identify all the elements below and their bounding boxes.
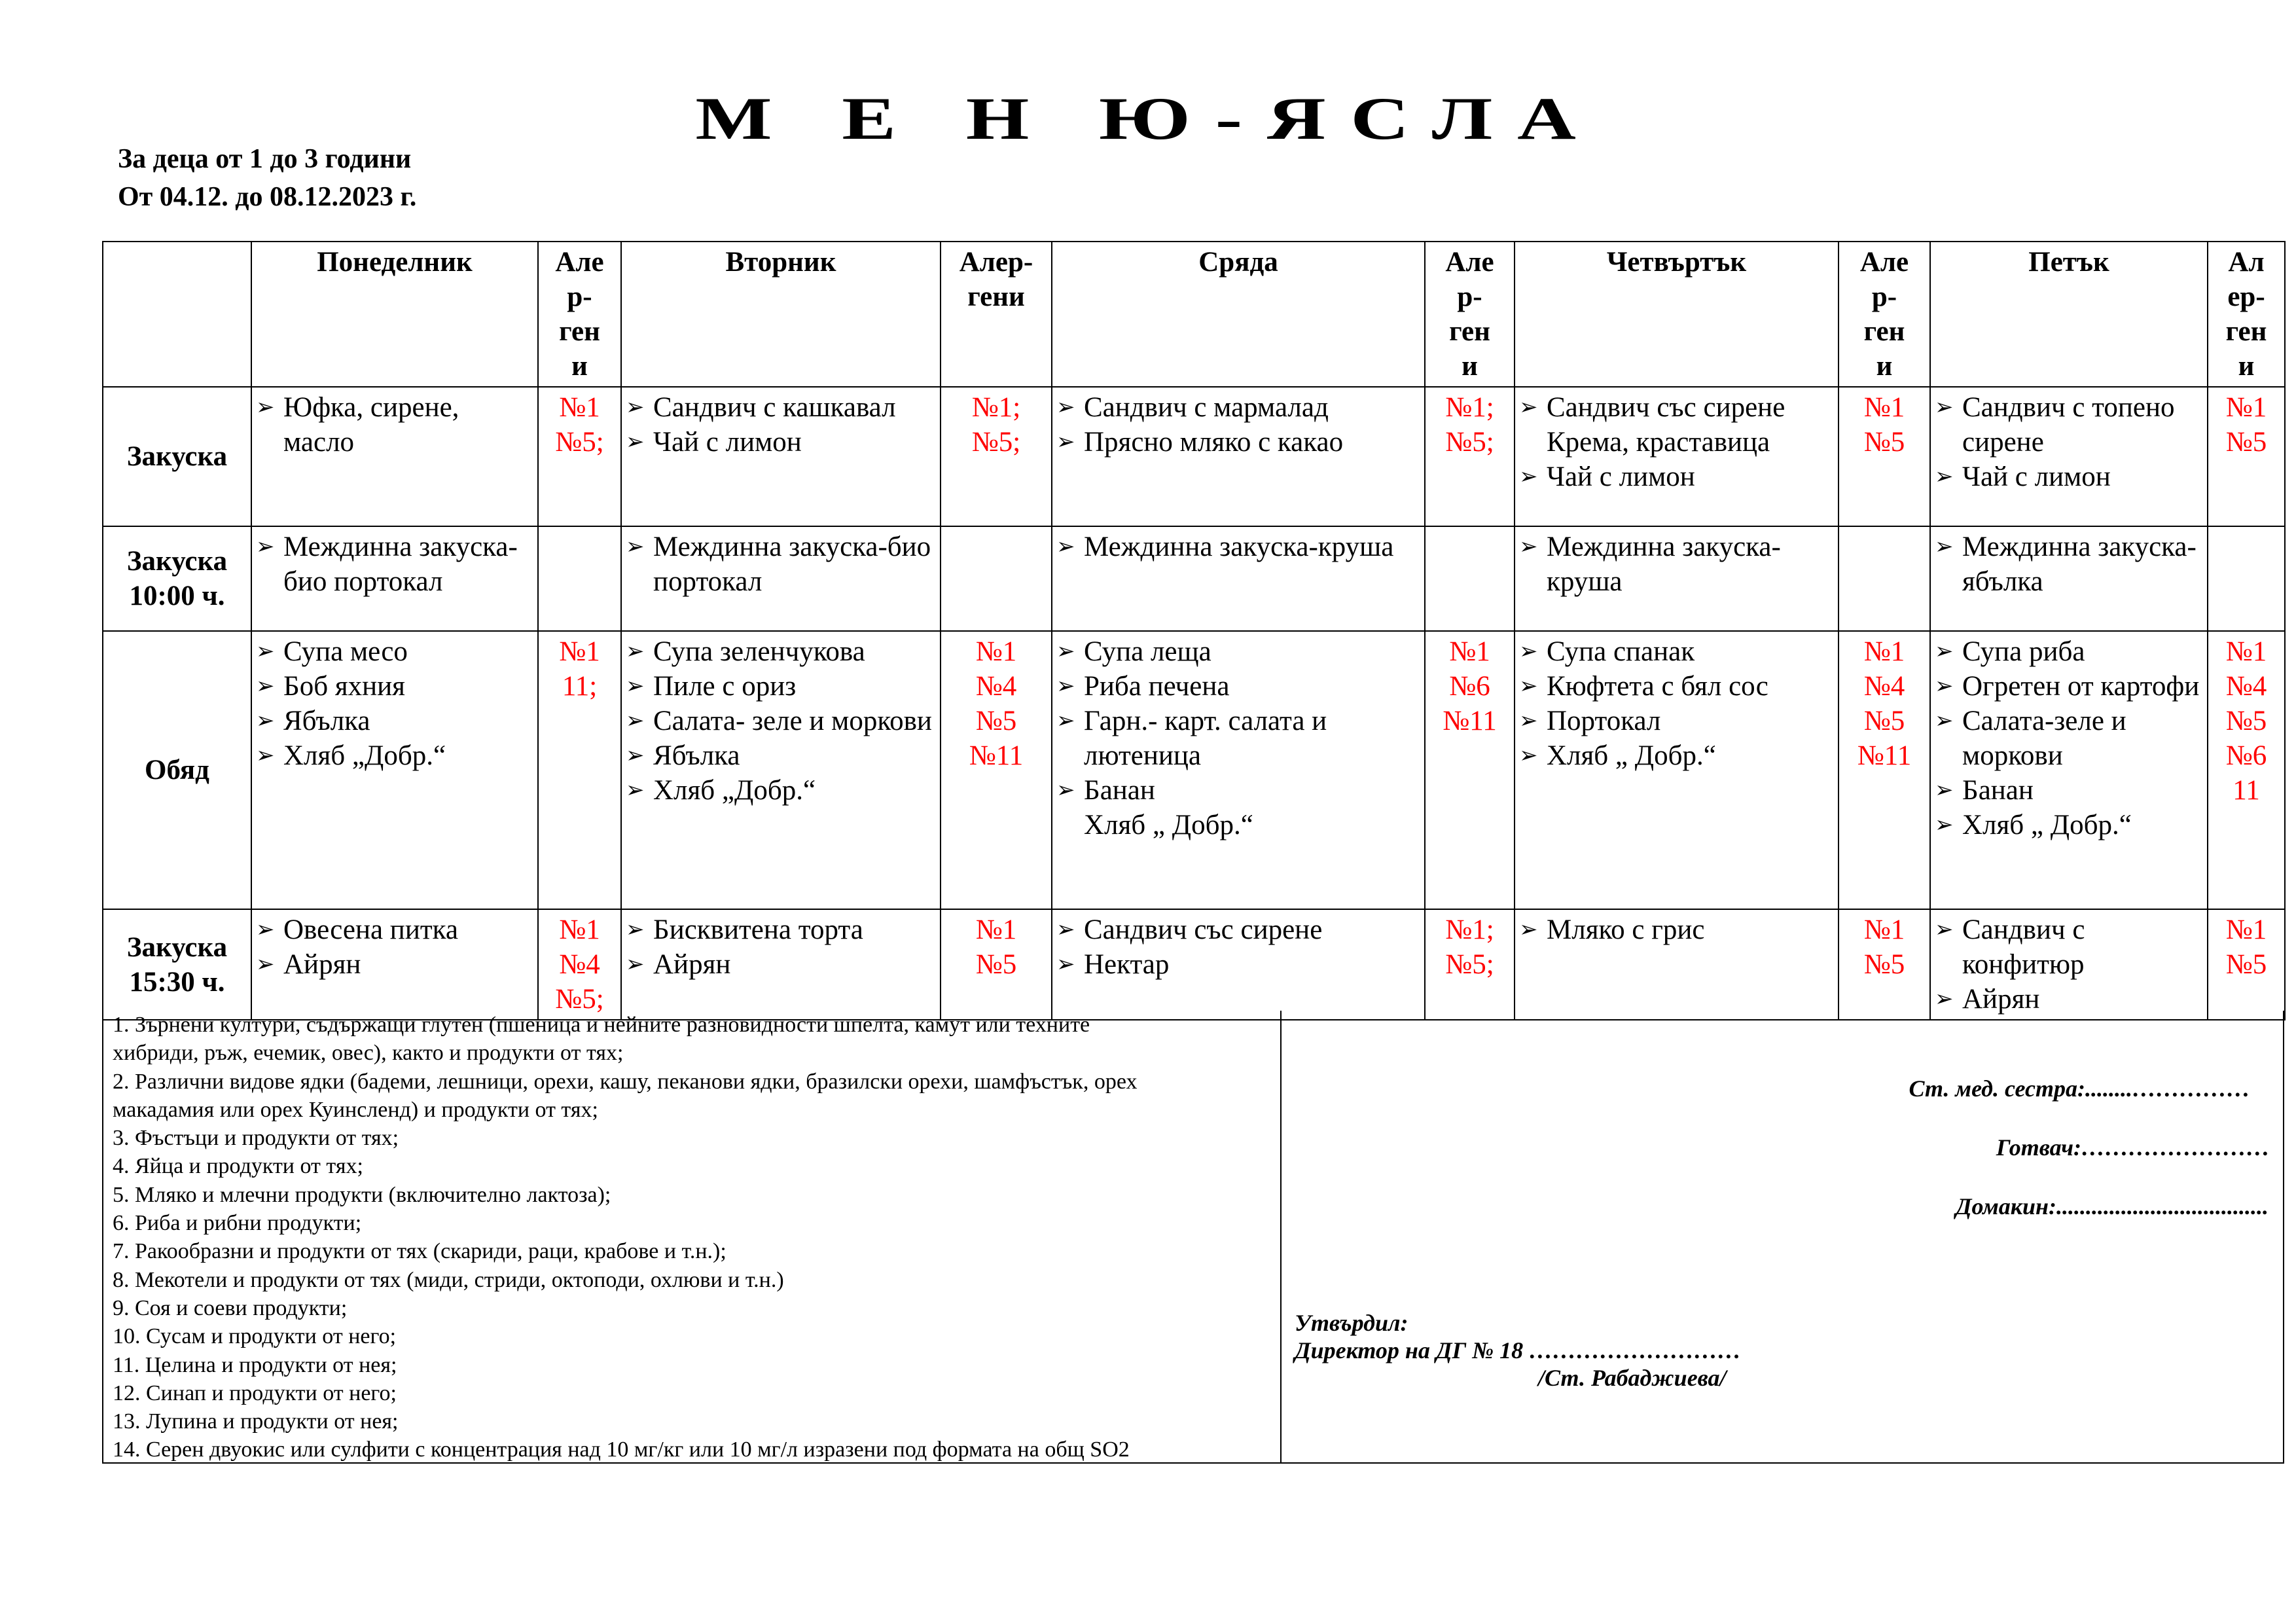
dish-item: ➢ Нектар: [1056, 947, 1420, 982]
allergen-cell: [1839, 526, 1930, 631]
dish-item: ➢ Ябълка: [626, 738, 936, 773]
dish-item: ➢ Супа зеленчукова: [626, 634, 936, 669]
meal-name: Закуска: [103, 387, 251, 526]
allergen-cell: [1839, 909, 1930, 1020]
meal-name: Закуска 10:00 ч.: [103, 526, 251, 631]
allergen-code: №1: [2225, 636, 2267, 667]
dish-item: ➢ Междинна закуска-круша: [1056, 530, 1420, 564]
day-header: Сряда: [1052, 242, 1425, 387]
dish-item: ➢ Юфка, сирене, масло: [256, 390, 533, 460]
allergen-cell: [1425, 387, 1515, 526]
allergen-code: №6: [2225, 740, 2267, 771]
legend-line: макадамия или орех Куинсленд) и продукти от тях;: [113, 1097, 598, 1122]
dish-list: [1519, 634, 1834, 773]
allergen-code: №5;: [971, 427, 1021, 458]
allergen-code: №5;: [555, 984, 604, 1015]
dish-list: [626, 530, 936, 599]
dish-item: ➢ Айрян: [1935, 982, 2203, 1017]
menu-cell: [251, 909, 538, 1020]
legend-line: 10. Сусам и продукти от него;: [113, 1324, 397, 1349]
allergen-code: №1: [559, 914, 600, 945]
allergen-code: №1: [559, 392, 600, 423]
meal-row: [103, 526, 2285, 631]
dish-item: ➢ Сандвич с мармалад: [1056, 390, 1420, 425]
legend-line: 5. Мляко и млечни продукти (включително лактоза);: [113, 1182, 611, 1207]
housekeeper-signature: Домакин:....................................: [1955, 1193, 2269, 1219]
allergen-code: №4: [975, 671, 1017, 702]
dish-item: ➢ Портокал: [1519, 704, 1834, 738]
allergen-code: №11: [1443, 706, 1497, 736]
dish-item: ➢ Хляб „ Добр.“: [1519, 738, 1834, 773]
footer-block: [102, 1011, 2284, 1464]
dish-item: ➢ Супа риба: [1935, 634, 2203, 669]
dish-item: ➢ Хляб „Добр.“: [256, 738, 533, 773]
allergen-header: Ал ер- ген и: [2208, 242, 2285, 387]
dish-list: [256, 390, 533, 460]
dish-list: [626, 912, 936, 982]
dish-list: [626, 634, 936, 808]
legend-line: 14. Серен двуокис или сулфити с концентрация над 10 мг/кг или 10 мг/л изразени под формата на общ SO2: [113, 1437, 1130, 1462]
dish-item: ➢ Междинна закуска-круша: [1519, 530, 1834, 599]
allergen-code: №1: [1863, 392, 1905, 423]
dish-item: ➢ Гарн.- карт. салата и лютеница: [1056, 704, 1420, 773]
menu-cell: [1930, 631, 2208, 909]
age-line: За деца от 1 до 3 години: [118, 144, 412, 174]
allergen-code: №4: [1863, 671, 1905, 702]
allergen-code: №1: [2225, 914, 2267, 945]
dish-item: ➢ Ябълка: [256, 704, 533, 738]
allergen-cell: [538, 909, 621, 1020]
meal-name: Закуска 15:30 ч.: [103, 909, 251, 1020]
allergen-cell: [1425, 909, 1515, 1020]
allergen-cell: [538, 631, 621, 909]
allergen-cell: [1425, 631, 1515, 909]
allergen-code: №1: [975, 636, 1017, 667]
menu-cell: [1515, 526, 1839, 631]
legend-line: 8. Мекотели и продукти от тях (миди, стриди, октоподи, охлюви и т.н.): [113, 1267, 784, 1292]
legend-line: 12. Синап и продукти от него;: [113, 1380, 397, 1405]
menu-cell: [1052, 387, 1425, 526]
menu-cell: [621, 387, 941, 526]
header-row: [103, 242, 2285, 387]
allergen-code: №5: [2225, 706, 2267, 736]
dish-list: [1935, 530, 2203, 599]
allergen-code: №5;: [555, 427, 604, 458]
dish-item: ➢ Салата- зеле и моркови: [626, 704, 936, 738]
menu-cell: [1930, 909, 2208, 1020]
allergen-code: №5: [1863, 706, 1905, 736]
dish-item: ➢ Сандвич със сирене: [1519, 390, 1834, 425]
corner-cell: [103, 242, 251, 387]
page-title: М Е Н Ю-ЯСЛА: [695, 85, 1601, 152]
allergen-cell: [941, 631, 1052, 909]
director-name: /Ст. Рабаджиева/: [1538, 1365, 1727, 1391]
legend-line: 13. Лупина и продукти от нея;: [113, 1409, 399, 1434]
menu-cell: [1930, 387, 2208, 526]
allergen-code: №5: [1863, 427, 1905, 458]
allergen-cell: [2208, 387, 2285, 526]
allergen-cell: [1425, 526, 1515, 631]
legend-line: 11. Целина и продукти от нея;: [113, 1352, 397, 1377]
dish-list: [1935, 634, 2203, 842]
dish-item: ➢ Бисквитена торта: [626, 912, 936, 947]
allergen-header: Але р- ген и: [1839, 242, 1930, 387]
dish-item: ➢ Хляб „ Добр.“: [1935, 808, 2203, 842]
dish-item: ➢ Банан: [1935, 773, 2203, 808]
dish-list: [1056, 390, 1420, 460]
dish-list: [256, 530, 533, 599]
allergen-legend: [103, 1011, 1282, 1462]
legend-line: хибриди, ръж, ечемик, овес), както и продукти от тях;: [113, 1041, 624, 1066]
allergen-cell: [1839, 631, 1930, 909]
dish-item: ➢ Айрян: [626, 947, 936, 982]
allergen-code: №5: [975, 706, 1017, 736]
dish-item: ➢ Междинна закуска-био портокал: [256, 530, 533, 599]
allergen-code: №4: [2225, 671, 2267, 702]
allergen-code: №5: [975, 949, 1017, 980]
menu-cell: [251, 526, 538, 631]
dish-item: ➢ Чай с лимон: [1519, 460, 1834, 494]
legend-line: 9. Соя и соеви продукти;: [113, 1295, 348, 1320]
allergen-code: №1;: [1445, 392, 1494, 423]
allergen-code: №1: [2225, 392, 2267, 423]
allergen-header: Але р- ген и: [538, 242, 621, 387]
allergen-code: 11: [2233, 775, 2260, 806]
dish-item: ➢ Чай с лимон: [626, 425, 936, 460]
legend-line: 7. Ракообразни и продукти от тях (скариди, раци, крабове и т.н.);: [113, 1239, 726, 1264]
dish-item: ➢ Мляко с грис: [1519, 912, 1834, 947]
legend-line: 6. Риба и рибни продукти;: [113, 1211, 362, 1236]
allergen-cell: [538, 387, 621, 526]
menu-cell: [1052, 526, 1425, 631]
menu-cell: [251, 631, 538, 909]
allergen-cell: [1839, 387, 1930, 526]
allergen-code: №1;: [1445, 914, 1494, 945]
allergen-code: №5: [2225, 427, 2267, 458]
dish-item: ➢ Пиле с ориз: [626, 669, 936, 704]
meal-row: [103, 909, 2285, 1020]
dish-item: Крема, краставица: [1547, 427, 1770, 458]
dish-item: ➢ Супа леща: [1056, 634, 1420, 669]
legend-line: 3. Фъстъци и продукти от тях;: [113, 1126, 399, 1151]
dish-item: Хляб „ Добр.“: [1084, 810, 1253, 840]
dish-item: ➢ Айрян: [256, 947, 533, 982]
allergen-code: №1;: [971, 392, 1021, 423]
dish-item: ➢ Чай с лимон: [1935, 460, 2203, 494]
allergen-code: №5: [2225, 949, 2267, 980]
dish-list: [1519, 912, 1834, 947]
dish-item: ➢ Кюфтета с бял сос: [1519, 669, 1834, 704]
allergen-cell: [941, 909, 1052, 1020]
dish-list: [1056, 912, 1420, 982]
meal-name: Обяд: [103, 631, 251, 909]
allergen-cell: [941, 526, 1052, 631]
allergen-code: №6: [1449, 671, 1490, 702]
allergen-code: №1: [1863, 914, 1905, 945]
dish-item: ➢ Салата-зеле и моркови: [1935, 704, 2203, 773]
dish-item: ➢ Сандвич със сирене: [1056, 912, 1420, 947]
allergen-cell: [941, 387, 1052, 526]
cook-signature: Готвач:……………………: [1996, 1134, 2270, 1161]
allergen-code: №1: [975, 914, 1017, 945]
dish-list: [1519, 530, 1834, 599]
dish-list: [626, 390, 936, 460]
allergen-cell: [2208, 526, 2285, 631]
period-line: От 04.12. до 08.12.2023 г.: [118, 182, 417, 212]
menu-cell: [1052, 909, 1425, 1020]
dish-item: ➢ Сандвич с топено сирене: [1935, 390, 2203, 460]
dish-item: ➢ Хляб „Добр.“: [626, 773, 936, 808]
day-header: Вторник: [621, 242, 941, 387]
day-header: Понеделник: [251, 242, 538, 387]
dish-item: ➢ Огретен от картофи: [1935, 669, 2203, 704]
menu-table: [102, 241, 2286, 1020]
menu-cell: [621, 526, 941, 631]
allergen-cell: [2208, 631, 2285, 909]
menu-cell: [1515, 631, 1839, 909]
dish-item: ➢ Междинна закуска-био портокал: [626, 530, 936, 599]
day-header: Петък: [1930, 242, 2208, 387]
dish-item: ➢ Риба печена: [1056, 669, 1420, 704]
nurse-signature: Ст. мед. сестра:........……………: [1909, 1075, 2250, 1102]
allergen-cell: [2208, 909, 2285, 1020]
menu-cell: [621, 909, 941, 1020]
allergen-code: №5;: [1445, 427, 1494, 458]
director-signature: Директор на ДГ № 18 ………………………: [1295, 1337, 1742, 1363]
dish-item: ➢ Овесена питка: [256, 912, 533, 947]
menu-cell: [1930, 526, 2208, 631]
dish-item: ➢ Сандвич с кашкавал: [626, 390, 936, 425]
menu-cell: [1515, 909, 1839, 1020]
allergen-code: 11;: [562, 671, 598, 702]
dish-list: [1935, 390, 2203, 494]
allergen-code: №1: [1449, 636, 1490, 667]
allergen-code: №11: [969, 740, 1024, 771]
dish-item: ➢ Банан: [1056, 773, 1420, 808]
approved-label: Утвърдил:: [1295, 1310, 1408, 1336]
dish-item: ➢ Прясно мляко с какао: [1056, 425, 1420, 460]
allergen-code: №1: [559, 636, 600, 667]
meal-row: [103, 387, 2285, 526]
dish-list: [1056, 530, 1420, 564]
dish-list: [1519, 390, 1834, 494]
legend-line: 1. Зърнени култури, съдържащи глутен (пшеница и нейните разновидности шпелта, камут или техните: [113, 1013, 1090, 1037]
dish-item: ➢ Междинна закуска-ябълка: [1935, 530, 2203, 599]
allergen-code: №11: [1857, 740, 1912, 771]
dish-list: [256, 912, 533, 982]
day-header: Четвъртък: [1515, 242, 1839, 387]
menu-cell: [1515, 387, 1839, 526]
legend-line: 2. Различни видове ядки (бадеми, лешници, орехи, кашу, пеканови ядки, бразилски орехи, шамфъстък, орех: [113, 1069, 1138, 1094]
menu-cell: [621, 631, 941, 909]
allergen-header: Алер- гени: [941, 242, 1052, 387]
allergen-code: №5: [1863, 949, 1905, 980]
allergen-code: №5;: [1445, 949, 1494, 980]
allergen-cell: [538, 526, 621, 631]
menu-cell: [251, 387, 538, 526]
dish-list: [1056, 634, 1420, 842]
allergen-code: №1: [1863, 636, 1905, 667]
menu-cell: [1052, 631, 1425, 909]
legend-line: 4. Яйца и продукти от тях;: [113, 1154, 363, 1179]
dish-item: ➢ Супа месо: [256, 634, 533, 669]
dish-item: ➢ Супа спанак: [1519, 634, 1834, 669]
allergen-header: Але р- ген и: [1425, 242, 1515, 387]
dish-list: [256, 634, 533, 773]
dish-list: [1935, 912, 2203, 1017]
dish-item: ➢ Боб яхния: [256, 669, 533, 704]
allergen-code: №4: [559, 949, 600, 980]
subtitle: [118, 140, 416, 216]
dish-item: ➢ Сандвич с конфитюр: [1935, 912, 2203, 982]
meal-row: [103, 631, 2285, 909]
